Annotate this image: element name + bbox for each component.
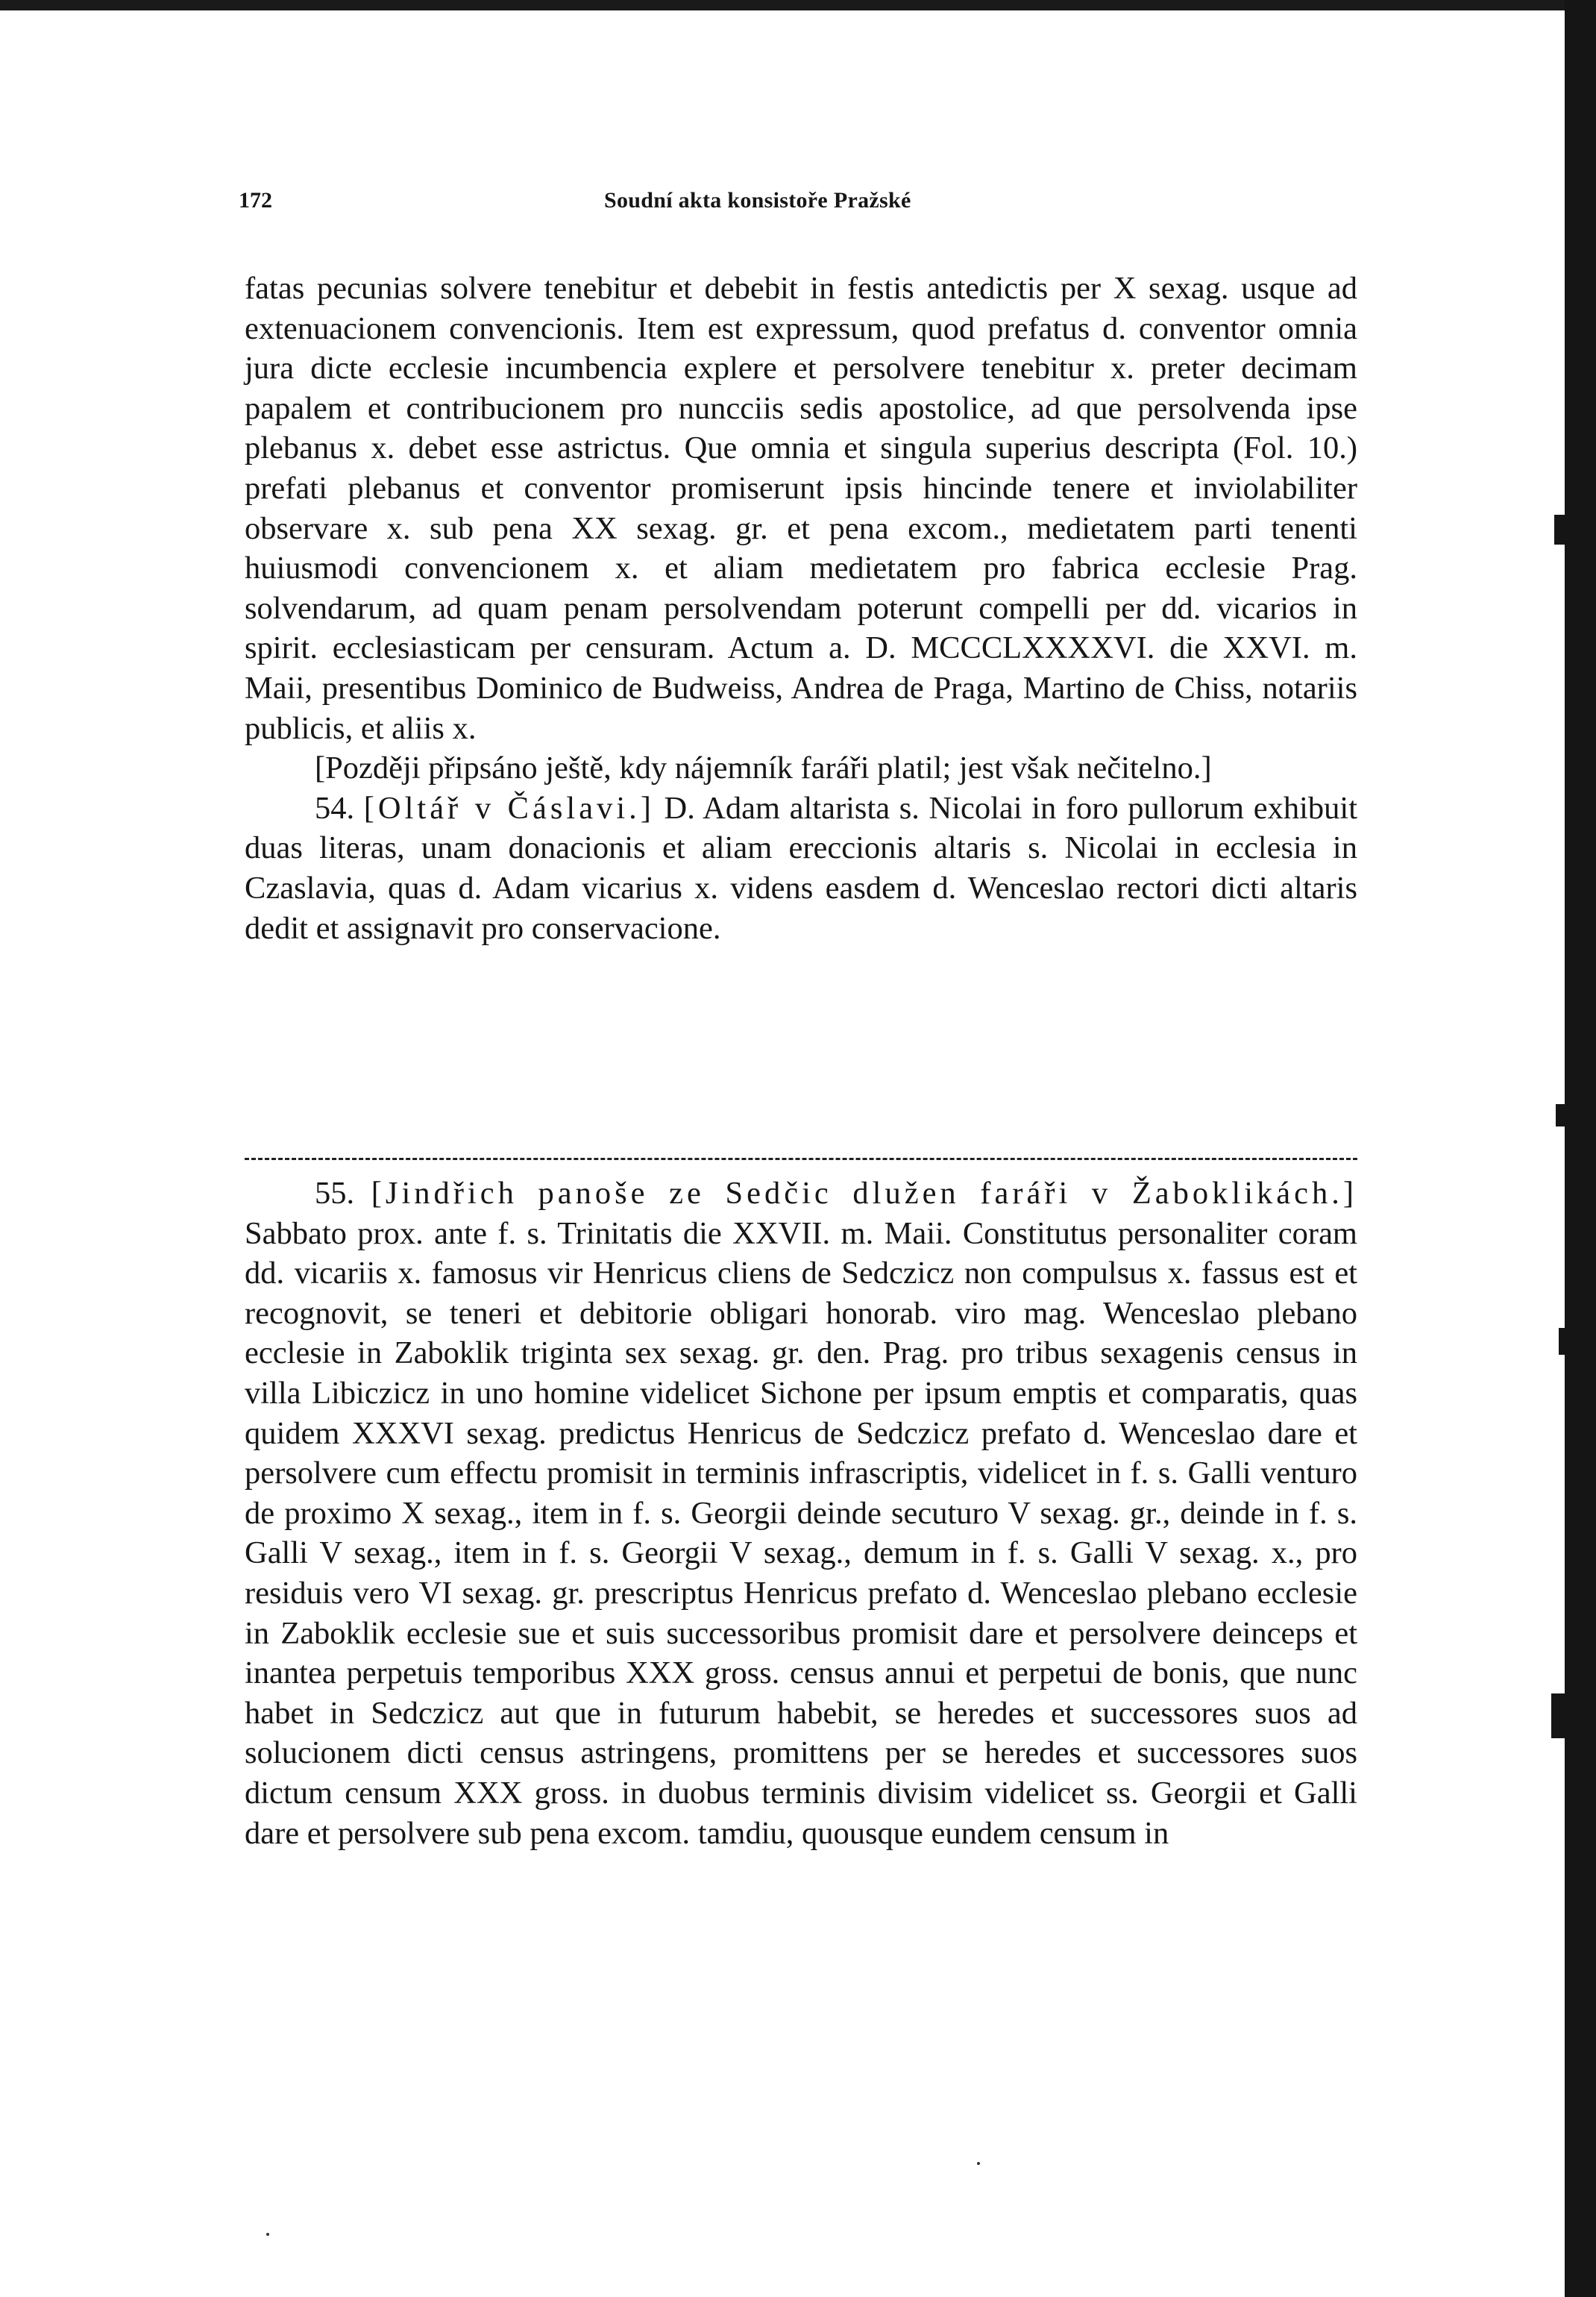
edge-mark — [1559, 1328, 1565, 1355]
page-number: 172 — [239, 188, 272, 213]
text-block-upper — [245, 269, 1357, 948]
entry-number: 54. — [315, 790, 355, 826]
text-block-lower — [245, 1173, 1357, 1853]
paragraph-entry-55 — [245, 1173, 1357, 1853]
section-separator — [245, 1158, 1357, 1160]
entry-text: Sabbato prox. ante f. s. Trinitatis die XXVII. m. Maii. Constitutus personaliter coram dd. vicariis x. famosus vir Henricus cliens de Sedczicz non compulsus x. fassus est et recognovit, se teneri et debitorie obligari honorab. viro mag. Wenceslao plebano ecclesie in Zaboklik triginta sex sexag. gr. den. Prag. pro tribus sexagenis census in villa Libiczicz in uno homine videlicet Sichone per ipsum emptis et comparatis, quas quidem XXXVI sexag. predictus Henricus de Sedczicz prefato d. Wenceslao dare et persolvere cum effectu promisit in terminis infrascriptis, videlicet in f. s. Galli venturo de proximo X sexag., item in f. s. Georgii deinde secuturo V sexag. gr., deinde in f. s. Galli V sexag., item in f. s. Georgii V sexag., demum in f. s. Galli V sexag. x., pro residuis vero VI sexag. gr. prescriptus Henricus prefato d. Wenceslao plebano ecclesie in Zaboklik ecclesie sue et suis successoribus promisit dare et persolvere deinceps et inantea perpetuis temporibus XXX gross. census annui et perpetui de bonis, que nunc habet in Sedczicz aut que in futurum habebit, se heredes et successores suos ad solucionem dicti census astringens, promittens per se heredes et successores suos dictum censum XXX gross. in duobus terminis divisim videlicet ss. Georgii et Galli dare et persolvere sub pena excom. tamdiu, quousque eundem censum in — [245, 1215, 1357, 1851]
page-edge-right — [1565, 0, 1596, 2297]
page-edge-top — [0, 0, 1596, 10]
entry-number: 55. — [315, 1176, 355, 1211]
entry-title: [Oltář v Čáslavi.] — [363, 790, 655, 826]
edge-mark — [1554, 515, 1565, 545]
edge-mark — [1551, 1693, 1565, 1738]
paragraph-editor-note: [Později připsáno ještě, kdy nájemník faráři platil; jest však nečitelno.] — [315, 750, 1212, 786]
speck — [977, 2162, 980, 2165]
paragraph-entry-54 — [245, 789, 1357, 948]
entry-text: D. Adam altarista s. Nicolai in foro pullorum exhibuit duas literas, unam donacionis et aliam ereccionis altaris s. Nicolai in ecclesia in Czaslavia, quas d. Adam vicarius x. videns easdem d. Wenceslao rectori dicti altaris dedit et assignavit pro conservacione. — [245, 790, 1357, 946]
speck — [266, 2233, 269, 2236]
edge-mark — [1556, 1104, 1565, 1126]
entry-title: [Jindřich panoše ze Sedčic dlužen faráři v Žaboklikách.] — [371, 1176, 1358, 1211]
running-title: Soudní akta konsistoře Pražské — [604, 188, 911, 213]
page-header — [239, 188, 1357, 218]
paragraph-continuation: fatas pecunias solvere tenebitur et debebit in festis antedictis per X sexag. usque ad extenuacionem convencionis. Item est expressum, quod prefatus d. conventor omnia jura dicte ecclesie incumbencia explere et persolvere tenebitur x. preter decimam papalem et contribucionem pro nuncciis sedis apostolice, ad que persolvenda ipse plebanus x. debet esse astrictus. Que omnia et singula superius descripta (Fol. 10.) prefati plebanus et conventor promiserunt ipsis hincinde tenere et inviolabiliter observare x. sub pena XX sexag. gr. et pena excom., medietatem parti tenenti huiusmodi convencionem x. et aliam medietatem pro fabrica ecclesie Prag. solvendarum, ad quam penam persolvendam poterunt compelli per dd. vicarios in spirit. ecclesiasticam per censuram. Actum a. D. MCCCLXXXXVI. die XXVI. m. Maii, presentibus Dominico de Budweiss, Andrea de Praga, Martino de Chiss, notariis publicis, et aliis x. — [245, 271, 1357, 746]
